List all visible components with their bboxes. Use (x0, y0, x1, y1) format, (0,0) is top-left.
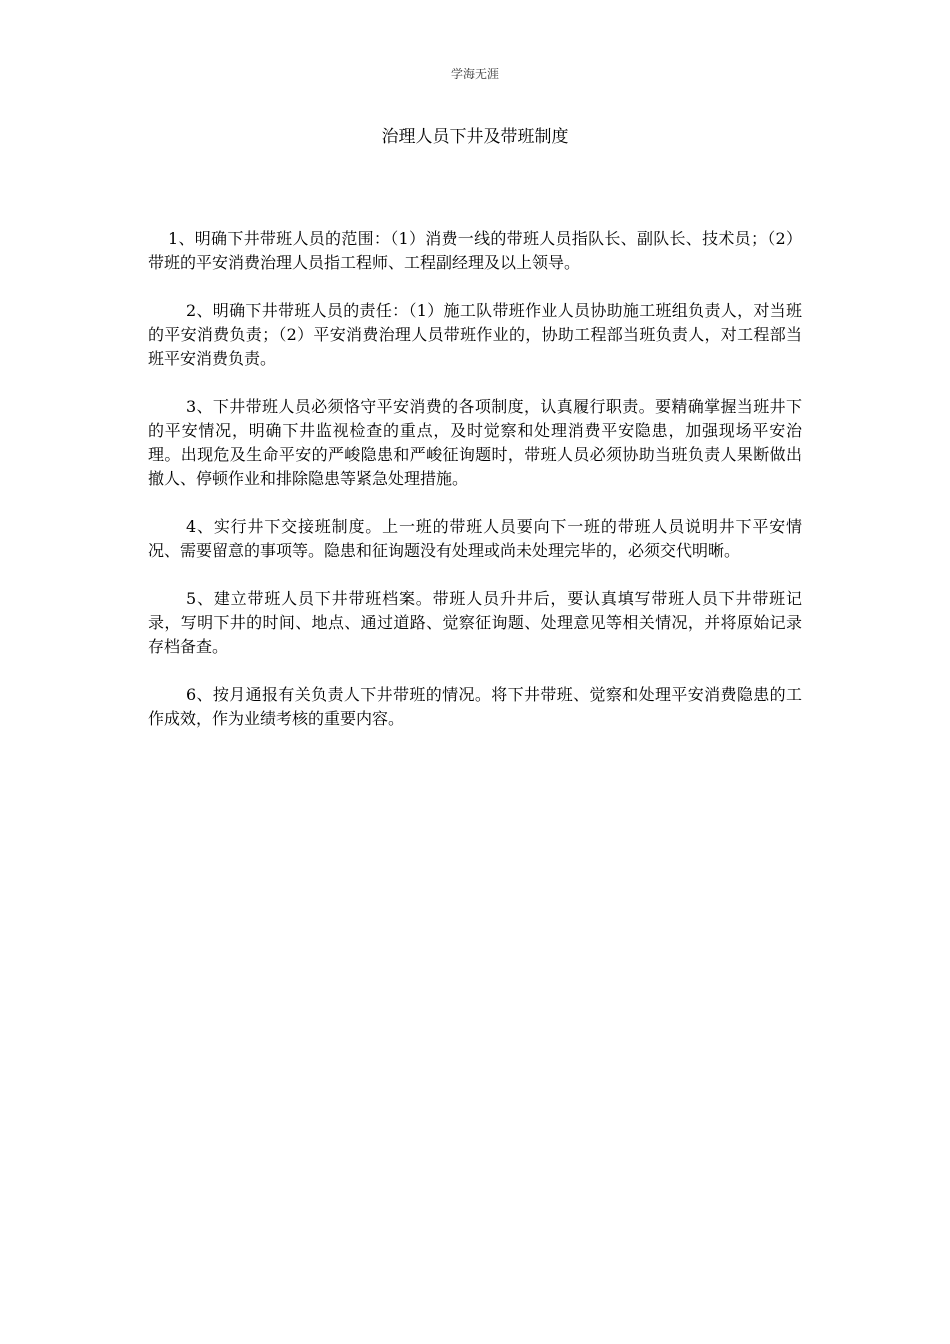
paragraph-6: 6、按月通报有关负责人下井带班的情况。将下井带班、觉察和处理平安消费隐患的工作成效，作为业绩考核的重要内容。 (148, 685, 802, 728)
document-body (148, 227, 802, 755)
paragraph-2: 2、明确下井带班人员的责任：（1）施工队带班作业人员协助施工班组负责人，对当班的平安消费负责；（2）平安消费治理人员带班作业的，协助工程部当班负责人，对工程部当班平安消费负责。 (148, 301, 802, 368)
document-title: 治理人员下井及带班制度 (381, 127, 569, 147)
paragraph-3: 3、下井带班人员必须恪守平安消费的各项制度，认真履行职责。要精确掌握当班井下的平安情况，明确下井监视检查的重点，及时觉察和处理消费平安隐患，加强现场平安治理。出现危及生命平安的严峻隐患和严峻征询题时，带班人员必须协助当班负责人果断做出撤人、停顿作业和排除隐患等紧急处理措施。 (148, 397, 802, 488)
page-header: 学海无涯 (450, 67, 499, 81)
paragraph-5: 5、建立带班人员下井带班档案。带班人员升井后，要认真填写带班人员下井带班记录，写明下井的时间、地点、通过道路、觉察征询题、处理意见等相关情况，并将原始记录存档备查。 (148, 589, 802, 656)
paragraph-4: 4、实行井下交接班制度。上一班的带班人员要向下一班的带班人员说明井下平安情况、需要留意的事项等。隐患和征询题没有处理或尚未处理完毕的，必须交代明晰。 (148, 517, 802, 560)
paragraph-1: 1、明确下井带班人员的范围：（1）消费一线的带班人员指队长、副队长、技术员；（2）带班的平安消费治理人员指工程师、工程副经理及以上领导。 (148, 229, 802, 272)
